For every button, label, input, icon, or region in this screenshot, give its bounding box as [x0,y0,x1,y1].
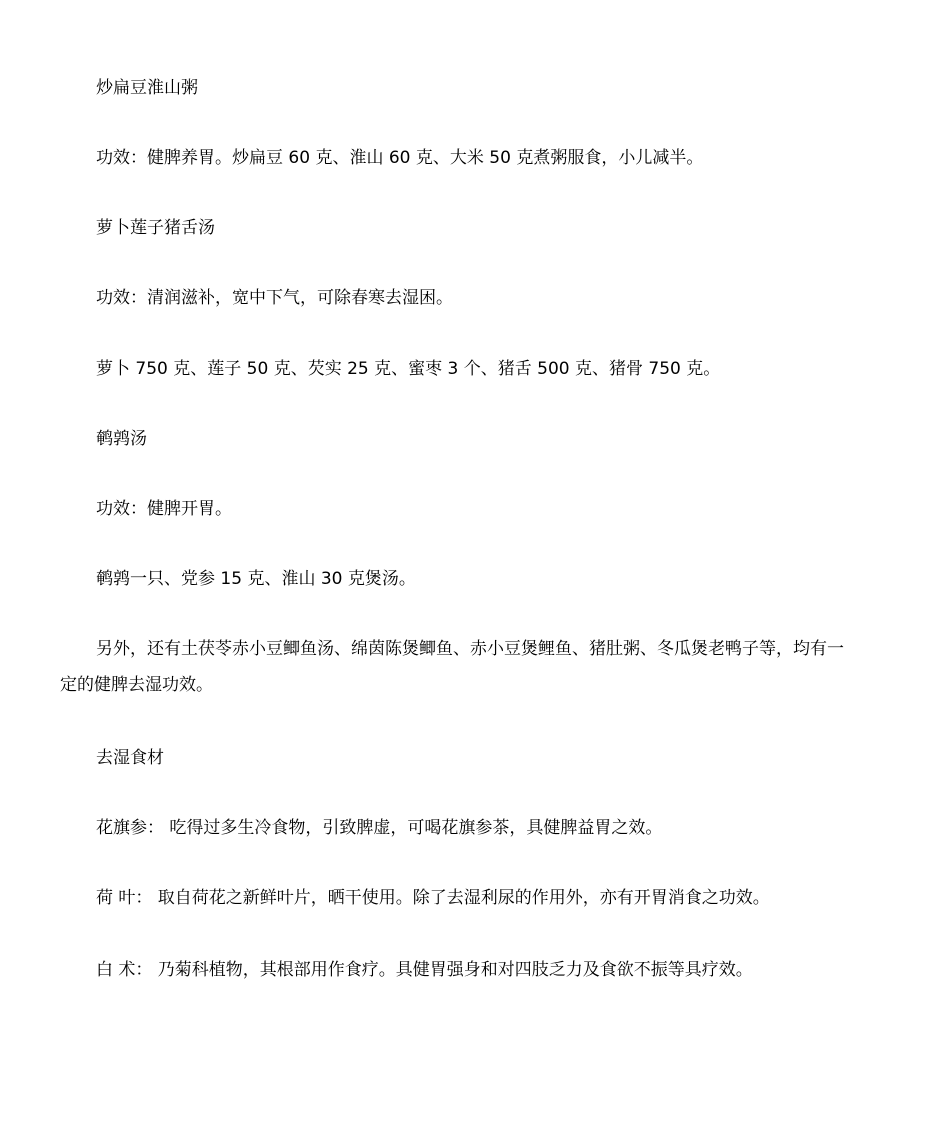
efficacy-paragraph-1: 功效：健脾养胃。炒扁豆 60 克、淮山 60 克、大米 50 克煮粥服食，小儿减半。 [96,148,704,168]
heading-luobo-soup: 萝卜莲子猪舌汤 [96,218,215,238]
heading-ingredients: 去湿食材 [96,748,164,768]
ingredient-heye: 荷 叶： 取自荷花之新鲜叶片，晒干使用。除了去湿利尿的作用外，亦有开胃消食之功效。 [96,888,770,908]
ingredients-paragraph-3: 鹌鹑一只、党参 15 克、淮山 30 克煲汤。 [96,569,416,589]
additional-info-paragraph: 另外，还有土茯苓赤小豆鲫鱼汤、绵茵陈煲鲫鱼、赤小豆煲鲤鱼、猪肚粥、冬瓜煲老鸭子等，均有一定的健脾去湿功效。 [60,639,844,695]
heading-chaobiandou-porridge: 炒扁豆淮山粥 [96,78,198,98]
ingredients-paragraph-2: 萝卜 750 克、莲子 50 克、芡实 25 克、蜜枣 3 个、猪舌 500 克、猪骨 750 克。 [96,359,721,379]
efficacy-paragraph-2: 功效：清润滋补，宽中下气，可除春寒去湿困。 [96,288,453,308]
ingredient-huaqishen: 花旗参： 吃得过多生冷食物，引致脾虚，可喝花旗参茶，具健脾益胃之效。 [96,818,663,838]
efficacy-paragraph-3: 功效：健脾开胃。 [96,499,232,519]
heading-anchun-soup: 鹌鹑汤 [96,429,147,449]
ingredient-baizhu: 白 术： 乃菊科植物，其根部用作食疗。具健胃强身和对四肢乏力及食欲不振等具疗效。 [96,960,753,980]
